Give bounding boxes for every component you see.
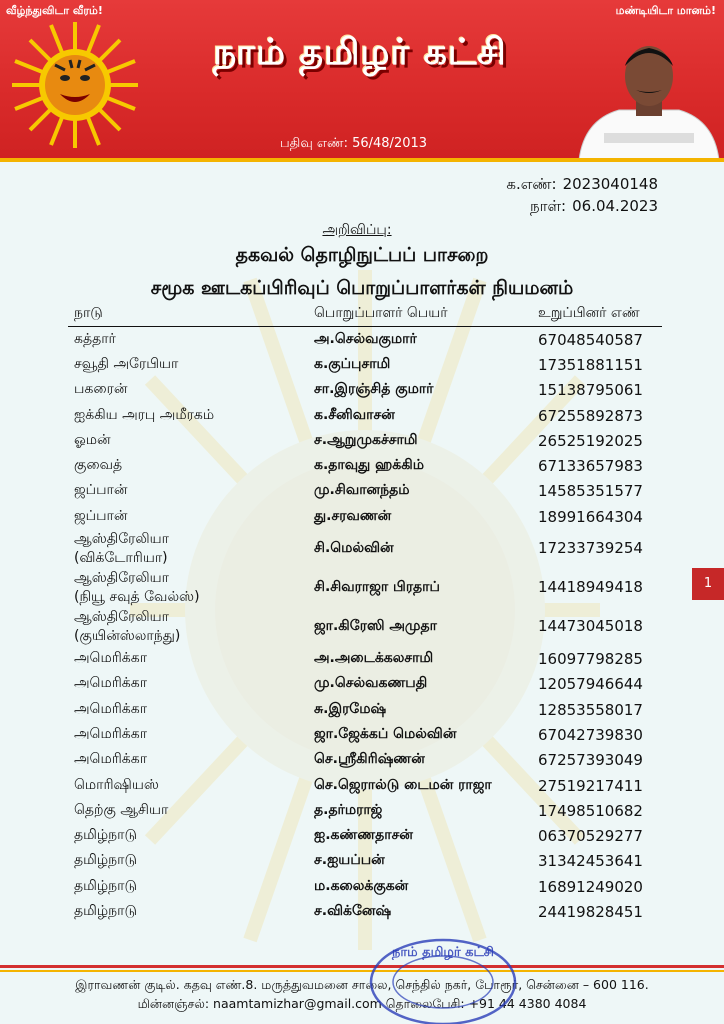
country-name: சவூதி அரேபியா: [74, 355, 179, 372]
ref-date-label: நாள்:: [530, 197, 567, 215]
cell-member-number: 67133657983: [538, 457, 643, 476]
cell-country: [68, 568, 308, 607]
slogan-right: மண்டியிடா மானம்!: [615, 4, 716, 17]
party-name: நாம் தமிழர் கட்சி: [213, 32, 507, 73]
cell-responsible-name: ச.ஐயப்பன்: [314, 852, 385, 869]
cell-responsible-name: அ.அடைக்கலசாமி: [314, 650, 434, 667]
cell-responsible-name: ம.கலைக்குகன்: [314, 877, 409, 894]
table-row: [68, 529, 662, 568]
table-row: [68, 378, 662, 403]
cell-responsible-name: த.தர்மராஜ்: [314, 801, 383, 818]
cell-country: [68, 403, 308, 428]
cell-responsible-name: ஜா.ஜேக்கப் மெல்வின்: [314, 725, 457, 742]
cell-member-number: 17498510682: [538, 801, 643, 820]
ref-number-label: க.எண்:: [506, 175, 557, 193]
country-name: ஜப்பான்: [74, 482, 128, 499]
cell-member-number: 06370529277: [538, 827, 643, 846]
table-row: [68, 403, 662, 428]
country-name: தமிழ்நாடு: [74, 827, 137, 844]
table-row: [68, 504, 662, 529]
cell-responsible-name: ஐ.கண்ணதாசன்: [314, 827, 413, 844]
notice-title-line1: தகவல் தொழிநுட்பப் பாசறை: [235, 244, 489, 266]
leader-portrait: [574, 38, 724, 160]
slogan-left: வீழ்ந்துவிடா வீரம்!: [6, 4, 103, 17]
cell-responsible-name: சா.இரஞ்சித் குமார்: [314, 381, 434, 398]
country-name: தமிழ்நாடு: [74, 902, 137, 919]
country-name: அமெரிக்கா: [74, 650, 148, 667]
cell-member-number: 27519217411: [538, 776, 643, 795]
cell-responsible-name: மு.சிவானந்தம்: [314, 482, 410, 499]
cell-member-number: 14585351577: [538, 482, 643, 501]
cell-country: [68, 529, 308, 568]
registration-number: பதிவு எண்: 56/48/2013: [280, 136, 428, 151]
cell-country: [68, 453, 308, 478]
cell-country: [68, 899, 308, 924]
table-row: [68, 607, 662, 646]
cell-member-number: 12853558017: [538, 700, 643, 719]
cell-responsible-name: மு.செல்வகணபதி: [314, 675, 428, 692]
country-name: தமிழ்நாடு: [74, 877, 137, 894]
footer-divider-yellow: [0, 970, 724, 972]
cell-responsible-name: சி.சிவராஜா பிரதாப்: [314, 579, 440, 596]
header-divider: [0, 158, 724, 162]
table-row: [68, 672, 662, 697]
announcement-label: அறிவிப்பு:: [322, 222, 392, 238]
table-row: [68, 773, 662, 798]
table-row: [68, 568, 662, 607]
country-name: ஜப்பான்: [74, 507, 128, 524]
cell-member-number: 14418949418: [538, 578, 643, 597]
country-name: அமெரிக்கா: [74, 751, 148, 768]
cell-country: [68, 327, 308, 353]
header-country: நாடு: [68, 304, 308, 327]
cell-country: [68, 697, 308, 722]
cell-member-number: 26525192025: [538, 431, 643, 450]
cell-responsible-name: செ.ஜெரால்டு டைமன் ராஜா: [314, 776, 492, 793]
cell-responsible-name: செ.ஸ்ரீகிரிஷ்ணன்: [314, 751, 425, 768]
country-name: ஓமன்: [74, 431, 111, 448]
table-row: [68, 479, 662, 504]
cell-member-number: 67257393049: [538, 751, 643, 770]
cell-country: [68, 849, 308, 874]
cell-member-number: 17351881151: [538, 355, 643, 374]
cell-member-number: 15138795061: [538, 381, 643, 400]
country-name: மொரிஷியஸ்: [74, 776, 159, 793]
country-region: (விக்டோரியா): [74, 549, 168, 566]
table-row: [68, 798, 662, 823]
table-row: [68, 849, 662, 874]
country-name: அமெரிக்கா: [74, 700, 148, 717]
cell-country: [68, 479, 308, 504]
cell-member-number: 14473045018: [538, 617, 643, 636]
cell-country: [68, 352, 308, 377]
country-name: பகரைன்: [74, 381, 128, 398]
country-region: (நியூ சவுத் வேல்ஸ்): [74, 588, 200, 605]
table-row: [68, 748, 662, 773]
country-name: குவைத்: [74, 457, 123, 474]
header-name: பொறுப்பாளர் பெயர்: [308, 304, 532, 327]
table-row: [68, 453, 662, 478]
cell-member-number: 67048540587: [538, 330, 643, 349]
cell-country: [68, 672, 308, 697]
cell-country: [68, 823, 308, 848]
cell-country: [68, 646, 308, 671]
cell-responsible-name: ச.ஆறுமுகச்சாமி: [314, 431, 418, 448]
ref-number: 2023040148: [562, 175, 658, 193]
notice-heading: [0, 222, 724, 302]
cell-responsible-name: க.தாவுது ஹக்கிம்: [314, 457, 424, 474]
table-row: [68, 646, 662, 671]
cell-member-number: 17233739254: [538, 539, 643, 558]
cell-country: [68, 722, 308, 747]
cell-responsible-name: க.சீனிவாசன்: [314, 406, 395, 423]
header-member-number: உறுப்பினர் எண்: [532, 304, 662, 327]
cell-member-number: 24419828451: [538, 902, 643, 921]
cell-responsible-name: சி.மெல்வின்: [314, 540, 394, 557]
cell-country: [68, 748, 308, 773]
contact-details: மின்னஞ்சல்: naamtamizhar@gmail.com தொலைபேசி: +91 44 4380 4084: [137, 996, 587, 1011]
table-row: [68, 352, 662, 377]
country-region: (குயின்ஸ்லாந்து): [74, 627, 181, 644]
cell-member-number: 16891249020: [538, 877, 643, 896]
country-name: அமெரிக்கா: [74, 675, 148, 692]
table-row: [68, 722, 662, 747]
table-row: [68, 697, 662, 722]
country-name: தமிழ்நாடு: [74, 852, 137, 869]
cell-member-number: 67255892873: [538, 406, 643, 425]
table-header-row: [68, 304, 662, 327]
cell-member-number: 16097798285: [538, 650, 643, 669]
country-name: ஆஸ்திரேலியா: [74, 608, 169, 625]
cell-member-number: 31342453641: [538, 852, 643, 871]
appointments-table: [68, 304, 662, 925]
cell-responsible-name: க.குப்புசாமி: [314, 355, 391, 372]
cell-country: [68, 874, 308, 899]
country-name: கத்தார்: [74, 330, 116, 347]
cell-country: [68, 378, 308, 403]
country-name: ஆஸ்திரேலியா: [74, 569, 169, 586]
party-seal-stamp: [368, 934, 518, 1024]
ref-date: 06.04.2023: [572, 197, 658, 215]
cell-responsible-name: து.சரவணன்: [314, 507, 392, 524]
country-name: அமெரிக்கா: [74, 725, 148, 742]
table-row: [68, 899, 662, 924]
country-name: ஆஸ்திரேலியா: [74, 530, 169, 547]
cell-country: [68, 428, 308, 453]
cell-member-number: 67042739830: [538, 725, 643, 744]
office-address: இராவணன் குடில். கதவு எண்.8. மருத்துவமனை சாலை, செந்தில் நகர், போரூர், சென்னை – 600 116.: [75, 977, 649, 992]
cell-responsible-name: ச.விக்னேஷ்: [314, 902, 392, 919]
table-row: [68, 874, 662, 899]
footer-divider-red: [0, 965, 724, 968]
letterhead-header: [0, 0, 724, 160]
cell-member-number: 18991664304: [538, 507, 643, 526]
notice-title-line2: சமூக ஊடகப்பிரிவுப் பொறுப்பாளர்கள் நியமனம்: [150, 277, 574, 299]
table-row: [68, 428, 662, 453]
country-name: தெற்கு ஆசியா: [74, 801, 169, 818]
reference-block: [506, 173, 658, 217]
page-number-badge[interactable]: 1: [692, 568, 724, 600]
cell-responsible-name: சு.இரமேஷ்: [314, 700, 387, 717]
cell-responsible-name: அ.செல்வகுமார்: [314, 330, 417, 347]
table-row: [68, 327, 662, 353]
cell-country: [68, 798, 308, 823]
svg-text:நாம் தமிழர் கட்சி: நாம் தமிழர் கட்சி: [391, 945, 495, 960]
table-row: [68, 823, 662, 848]
cell-responsible-name: ஜா.கிரேஸி அமுதா: [314, 618, 437, 635]
tiger-emblem-icon: [10, 20, 140, 150]
cell-country: [68, 504, 308, 529]
cell-member-number: 12057946644: [538, 675, 643, 694]
country-name: ஐக்கிய அரபு அமீரகம்: [74, 406, 215, 423]
cell-country: [68, 607, 308, 646]
cell-country: [68, 773, 308, 798]
